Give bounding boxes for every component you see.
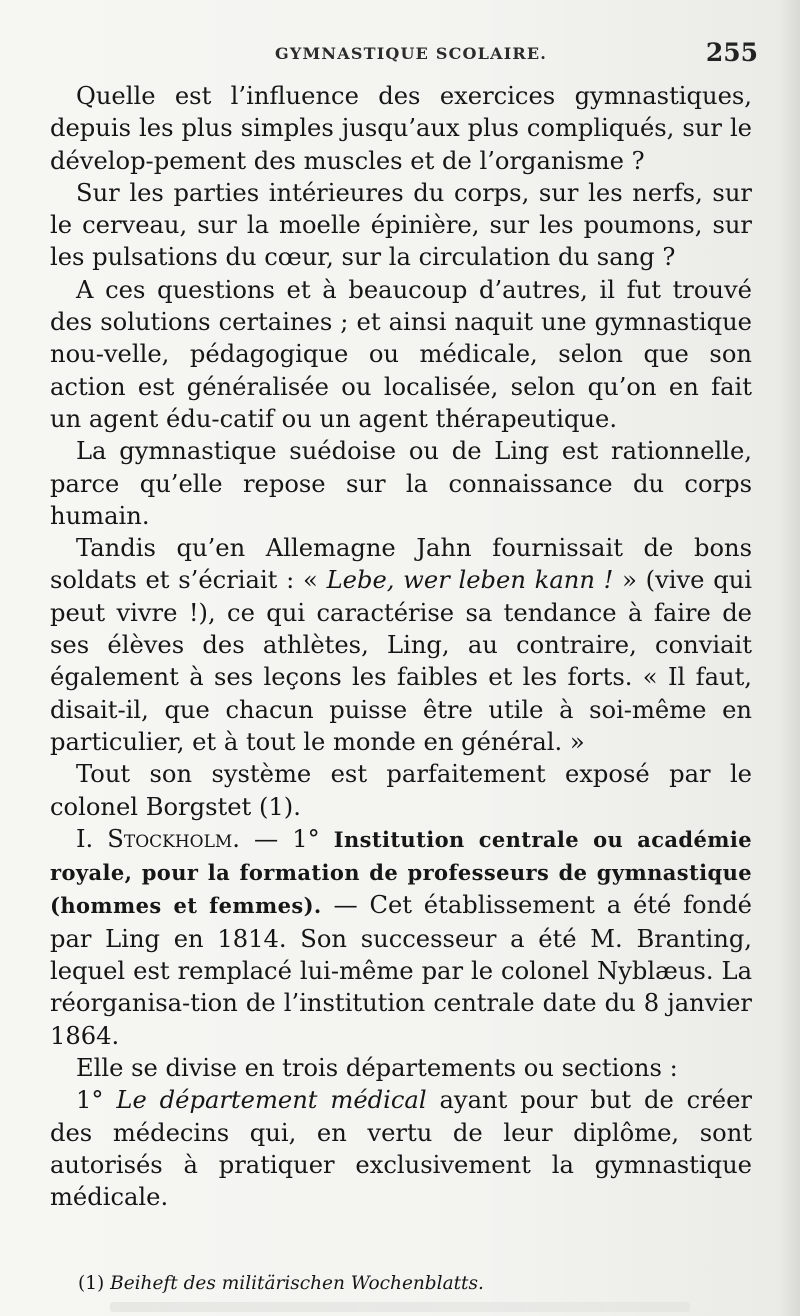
- paragraph-borgstet: Tout son système est parfaitement exposé par le colonel Borgstet (1).: [50, 760, 752, 821]
- medical-department-text: ayant pour but de créer des médecins qui, en vertu de leur diplôme, sont autorisés à pratiquer exclusivement la gymnastique médicale.: [50, 1086, 752, 1212]
- paragraph-new-gymnastics: A ces questions et à beaucoup d’autres, il fut trouvé des solutions certaines ; et ainsi naquit une gymnastique nou-velle, pédagogique ou médicale, selon que son action est généralisée ou localisée, selon qu’on en fait un agent édu-catif ou un agent thérapeutique.: [50, 275, 752, 433]
- bleed-through-shadow: [110, 1302, 690, 1312]
- institution-heading: Institution centrale ou académie royale, pour la formation de professeurs de gymnastique (hommes et femmes).: [50, 826, 752, 919]
- medical-department-term: Le département médical: [116, 1086, 427, 1115]
- paragraph-questions-muscles: Quelle est l’influence des exercices gymnastiques, depuis les plus simples jusqu’aux plus compliqués, sur le dévelop-pement des muscles et de l’organisme ?: [50, 82, 752, 175]
- body-text: [50, 80, 752, 1213]
- paragraph-departments: Elle se divise en trois départements ou sections :: [76, 1053, 678, 1082]
- paragraph-jahn-ling-end: » (vive qui peut vivre !), ce qui caractérise sa tendance à faire de ses élèves des athlètes, Ling, au contraire, conviait également à ses leçons les faibles et les forts. « Il faut, disait-il, que chacun puisse être utile à soi-même en particulier, et à tout le monde en général. »: [50, 566, 753, 756]
- paragraph-questions-organs: Sur les parties intérieures du corps, sur les nerfs, sur le cerveau, sur la moelle épinière, sur les poumons, sur les pulsations du cœur, sur la circulation du sang ?: [50, 178, 752, 272]
- footnote: [78, 1272, 738, 1296]
- quote-lebe: Lebe, wer leben kann !: [326, 566, 614, 595]
- paragraph-medical-department: [50, 1084, 752, 1213]
- paragraph-stockholm-institution: [50, 823, 752, 1052]
- running-title: GYMNASTIQUE SCOLAIRE.: [275, 44, 548, 63]
- city-name: Stockholm.: [107, 824, 240, 853]
- footnote-text: Beiheft des militärischen Wochenblatts.: [110, 1273, 484, 1294]
- list-number: 1°: [76, 1086, 117, 1115]
- paragraph-jahn-ling-start: Tandis qu’en Allemagne Jahn fournissait de bons soldats et s’écriait : «: [50, 534, 752, 595]
- section-dash: — 1°: [239, 824, 334, 853]
- footnote-number: (1): [78, 1273, 111, 1294]
- page-number: 255: [705, 38, 758, 67]
- paragraph-swedish-gymnastics: La gymnastique suédoise ou de Ling est rationnelle, parce qu’elle repose sur la connaissance du corps humain.: [50, 437, 752, 530]
- page-header: [50, 40, 760, 76]
- institution-history: — Cet établissement a été fondé par Ling en 1814. Son successeur a été M. Branting, lequel est remplacé lui-même par le colonel Nyblæus. La réorganisa-tion de l’institution centrale date du 8 janvier 1864.: [50, 891, 752, 1050]
- paragraph-jahn-ling: [50, 532, 752, 758]
- section-number: I.: [76, 824, 108, 853]
